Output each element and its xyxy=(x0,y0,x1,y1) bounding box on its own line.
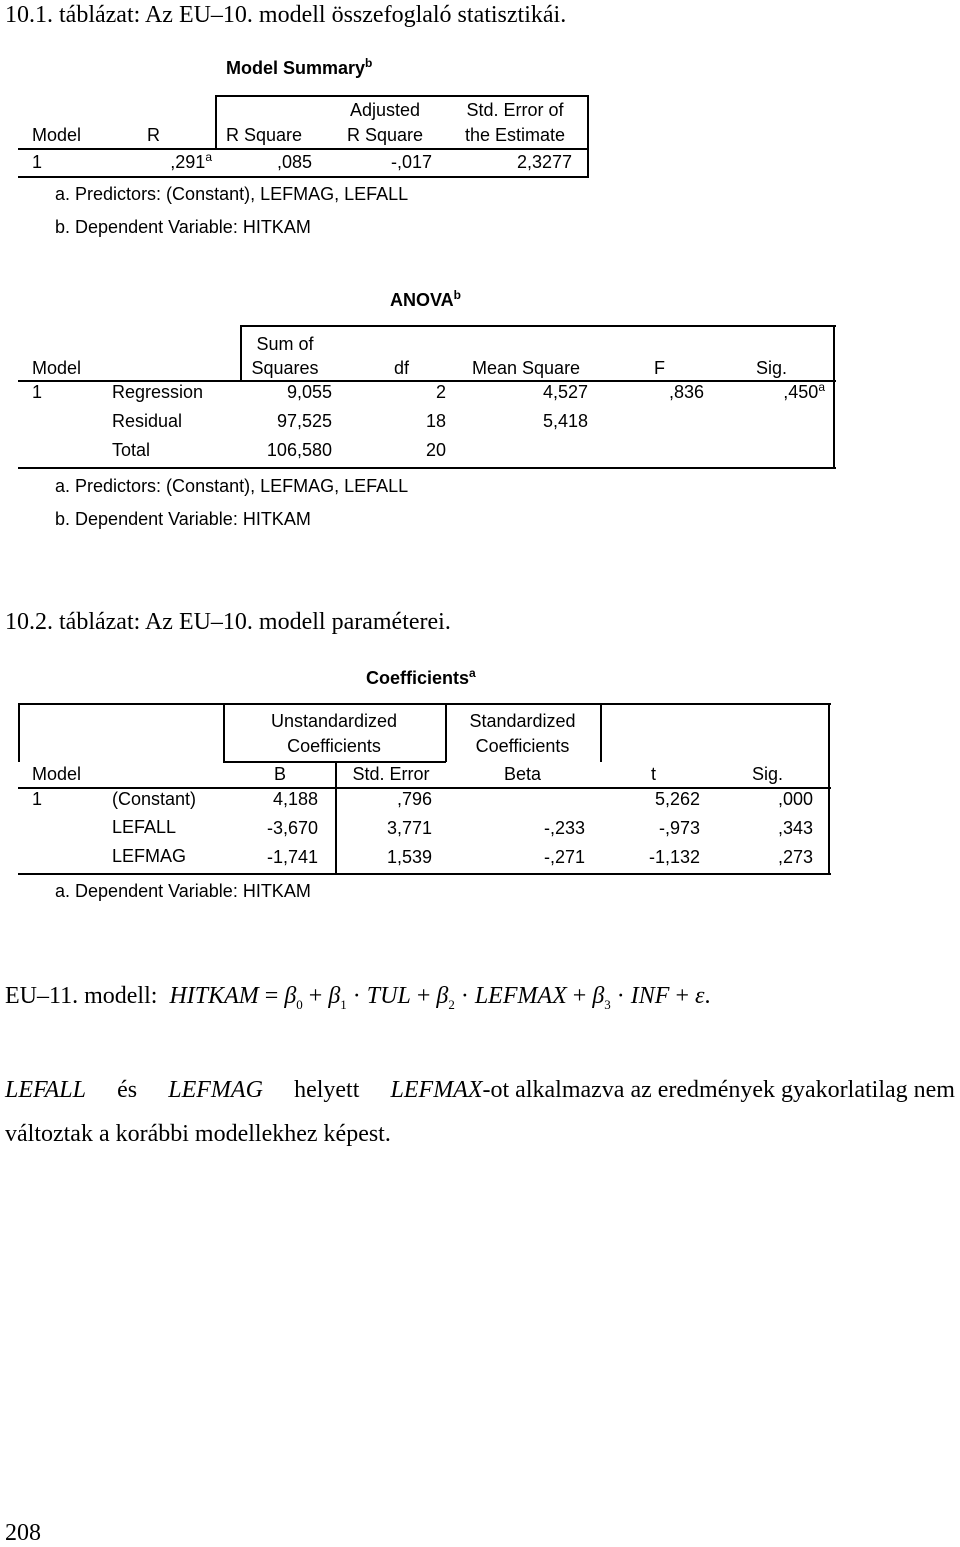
para-tail xyxy=(391,1077,955,1104)
para-term: LEFMAG xyxy=(168,1077,263,1103)
cf-model-num: 1 xyxy=(32,789,43,809)
ms-col-adj-2: R Square xyxy=(346,125,424,145)
an-col-model: Model xyxy=(32,358,82,378)
cf-note-a xyxy=(55,881,311,902)
ms-row-r-value: ,291 xyxy=(170,152,206,172)
cf-col-sig: Sig. xyxy=(752,764,784,784)
an-row-label: Total xyxy=(112,440,151,460)
para-term: LEFALL xyxy=(5,1077,86,1103)
an-top-border xyxy=(240,325,836,327)
an-row-sig-value: ,450 xyxy=(783,382,819,402)
cf-row-se: 1,539 xyxy=(386,847,432,867)
cf-row-sig: ,273 xyxy=(777,847,813,867)
ms-col-rsq: R Square xyxy=(226,125,303,145)
ms-row-adj: -,017 xyxy=(390,152,432,172)
ms-note-b-mark: b. xyxy=(55,217,71,237)
an-row-ms: 5,418 xyxy=(542,411,588,431)
ms-col-se-1: Std. Error of xyxy=(466,100,564,120)
ms-col-r: R xyxy=(147,125,160,145)
an-row-df: 20 xyxy=(425,440,446,460)
coefficients-title-sup: a xyxy=(469,666,476,680)
cf-row-beta: -,233 xyxy=(543,818,585,838)
cf-note-a-text: Dependent Variable: HITKAM xyxy=(75,881,311,901)
an-row-ss: 9,055 xyxy=(286,382,332,402)
model-summary-title xyxy=(226,58,372,79)
ms-left-border xyxy=(215,95,217,149)
cf-right-border xyxy=(828,703,830,875)
formula-beta: β xyxy=(284,983,297,1009)
an-row-sig xyxy=(720,382,825,403)
an-col-ss-1: Sum of xyxy=(256,334,314,354)
cf-row-b: -3,670 xyxy=(266,818,318,838)
table-caption-1: 10.1. táblázat: Az EU–10. modell összefoglaló statisztikái. xyxy=(5,2,567,28)
ms-row-r-sup: a xyxy=(205,150,212,164)
ms-note-a xyxy=(55,184,408,205)
ms-note-b-text: Dependent Variable: HITKAM xyxy=(75,217,311,237)
cf-row-label: (Constant) xyxy=(112,789,197,809)
para-term: LEFMAX xyxy=(390,1077,483,1103)
cf-row-label: LEFMAG xyxy=(112,846,187,866)
ms-row-se: 2,3277 xyxy=(516,152,572,172)
an-col-sig: Sig. xyxy=(756,358,788,378)
formula-plus: + xyxy=(416,983,431,1009)
an-row-df: 18 xyxy=(425,411,446,431)
paragraph-line-1 xyxy=(5,1077,955,1104)
paragraph-line-2: változtak a korábbi modellekhez képest. xyxy=(5,1121,391,1147)
cf-col-t: t xyxy=(651,764,657,784)
cf-row-t: -,973 xyxy=(658,818,700,838)
page-number: 208 xyxy=(5,1520,41,1546)
formula-dot: · xyxy=(616,983,625,1009)
an-col-ms: Mean Square xyxy=(472,358,581,378)
formula-epsilon: ε xyxy=(695,983,705,1009)
an-left-border xyxy=(240,325,242,382)
formula-eq: = xyxy=(264,983,279,1009)
ms-note-a-text: Predictors: (Constant), LEFMAG, LEFALL xyxy=(75,184,409,204)
cf-col-unstd-2: Coefficients xyxy=(287,736,381,756)
cf-col-beta: Beta xyxy=(503,764,542,784)
anova-title-text: ANOVA xyxy=(390,290,454,310)
an-note-b-text: Dependent Variable: HITKAM xyxy=(75,509,311,529)
table-caption-2: 10.2. táblázat: Az EU–10. modell paraméterei. xyxy=(5,609,451,635)
formula-sub: 0 xyxy=(296,997,303,1012)
ms-note-b xyxy=(55,217,311,238)
an-row-df: 2 xyxy=(435,382,446,402)
ms-note-a-mark: a. xyxy=(55,184,71,204)
formula-sub: 2 xyxy=(448,997,455,1012)
ms-right-border xyxy=(587,95,589,178)
cf-row-t: -1,132 xyxy=(648,847,700,867)
an-right-border xyxy=(833,325,835,469)
formula-var: LEFMAX xyxy=(474,983,567,1009)
ms-col-adj-1: Adjusted xyxy=(349,100,421,120)
ms-row-r xyxy=(120,152,212,173)
formula-lhs: HITKAM xyxy=(169,983,259,1009)
cf-row-beta: -,271 xyxy=(543,847,585,867)
formula-var: TUL xyxy=(366,983,411,1009)
formula-beta: β xyxy=(436,983,449,1009)
para-rest: -ot alkalmazva az eredmények gyakorlatilag nem xyxy=(482,1077,955,1103)
coefficients-title-text: Coefficients xyxy=(366,668,470,688)
model-summary-title-sup: b xyxy=(365,56,373,70)
formula-beta: β xyxy=(592,983,605,1009)
cf-row-se: 3,771 xyxy=(386,818,432,838)
an-col-ss-2: Squares xyxy=(251,358,319,378)
cf-col-unstd-1: Unstandardized xyxy=(270,711,398,731)
cf-row-sig: ,000 xyxy=(777,789,813,809)
cf-top-border xyxy=(18,703,831,705)
an-row-sig-sup: a xyxy=(818,380,825,394)
an-col-df: df xyxy=(394,358,410,378)
an-note-a-text: Predictors: (Constant), LEFMAG, LEFALL xyxy=(75,476,409,496)
ms-col-model: Model xyxy=(32,125,82,145)
cf-group-divider-3 xyxy=(600,703,602,762)
cf-col-se: Std. Error xyxy=(352,764,430,784)
model-summary-title-text: Model Summary xyxy=(226,58,366,78)
ms-header-rule xyxy=(18,148,589,150)
an-col-f: F xyxy=(654,358,665,378)
para-word: helyett xyxy=(294,1077,360,1103)
an-row-f: ,836 xyxy=(668,382,704,402)
an-row-label: Regression xyxy=(112,382,204,402)
formula-dot: · xyxy=(352,983,361,1009)
cf-note-a-mark: a. xyxy=(55,881,71,901)
cf-col-std-1: Standardized xyxy=(469,711,576,731)
coefficients-title xyxy=(366,668,476,689)
cf-row-sig: ,343 xyxy=(777,818,813,838)
an-row-ms: 4,527 xyxy=(542,382,588,402)
an-note-a-mark: a. xyxy=(55,476,71,496)
ms-top-border xyxy=(215,95,589,97)
cf-row-b: -1,741 xyxy=(266,847,318,867)
cf-row-t: 5,262 xyxy=(654,789,700,809)
formula-var: INF xyxy=(630,983,670,1009)
an-row-ss: 97,525 xyxy=(276,411,332,431)
formula-plus: + xyxy=(572,983,587,1009)
formula-sub: 3 xyxy=(604,997,611,1012)
ms-col-se-2: the Estimate xyxy=(464,125,566,145)
formula-dot: · xyxy=(460,983,469,1009)
ms-bottom-border xyxy=(18,176,589,178)
cf-col-b: B xyxy=(273,764,286,784)
formula-lead: EU–11. modell: xyxy=(5,983,158,1009)
cf-left-border xyxy=(18,703,20,762)
ms-row-rsq: ,085 xyxy=(276,152,312,172)
anova-title xyxy=(390,290,461,311)
anova-title-sup: b xyxy=(453,288,462,302)
model-formula xyxy=(5,983,710,1010)
an-note-b xyxy=(55,509,311,530)
cf-bottom-border xyxy=(18,873,831,875)
an-model-num: 1 xyxy=(32,382,43,402)
an-row-ss: 106,580 xyxy=(266,440,332,460)
an-note-a xyxy=(55,476,408,497)
an-note-b-mark: b. xyxy=(55,509,71,529)
para-word: és xyxy=(117,1077,138,1103)
an-row-label: Residual xyxy=(112,411,183,431)
formula-sub: 1 xyxy=(340,997,347,1012)
cf-row-se: ,796 xyxy=(396,789,432,809)
formula-beta: β xyxy=(328,983,341,1009)
cf-col-std-2: Coefficients xyxy=(475,736,570,756)
ms-row-model: 1 xyxy=(32,152,43,172)
cf-row-label: LEFALL xyxy=(112,817,177,837)
formula-plus: + xyxy=(675,983,690,1009)
cf-row-b: 4,188 xyxy=(272,789,318,809)
cf-col-model: Model xyxy=(32,764,82,784)
an-bottom-border xyxy=(18,467,836,469)
formula-end: . xyxy=(704,983,711,1009)
formula-plus: + xyxy=(308,983,323,1009)
